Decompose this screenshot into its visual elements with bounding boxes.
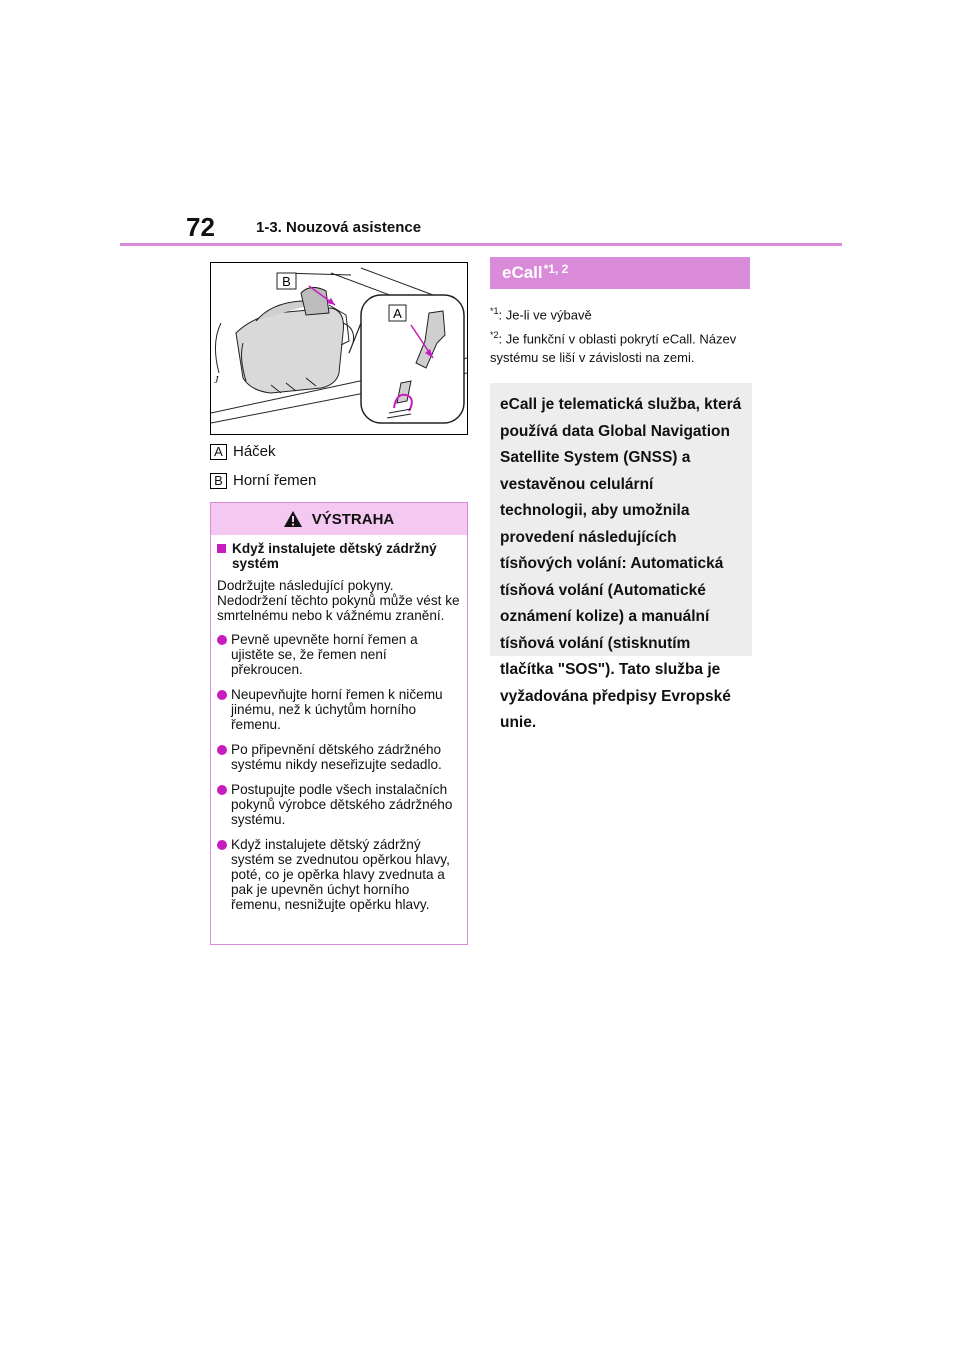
warning-title: VÝSTRAHA [311, 510, 395, 528]
warning-triangle-icon [284, 511, 302, 527]
footnote-1: $^{*1}$: Je-li ve výbavě [490, 306, 592, 323]
bullet-dot-icon [217, 840, 227, 850]
ecall-heading [490, 257, 750, 289]
warning-header [211, 503, 467, 535]
bullet-dot-icon [217, 785, 227, 795]
legend-label-a: Háček [233, 443, 276, 460]
header-divider [120, 243, 842, 246]
child-seat-tether-drawing [211, 263, 467, 434]
bullet-dot-icon [217, 690, 227, 700]
page-number: 72 [186, 212, 215, 242]
section-title: 1-3. Nouzová asistence [256, 219, 422, 236]
warning-bullet: Postupujte podle všech instalačních pokynů výrobce dětského zádržného systému. [217, 782, 461, 827]
callout-b-label: B [282, 274, 291, 289]
warning-subheading: Když instalujete dětský zádržný systém [217, 541, 461, 571]
square-bullet-icon [217, 544, 226, 553]
bullet-dot-icon [217, 635, 227, 645]
legend-key-a: A [210, 444, 227, 460]
warning-bullet: Neupevňujte horní řemen k ničemu jinému, než k úchytům horního řemenu. [217, 687, 461, 732]
legend-item-a [210, 443, 276, 460]
footnote-2: $^{*2}$: Je funkční v oblasti pokrytí eCall. Název systému se liší v závislosti na zemi. [490, 330, 737, 366]
ecall-title-footnote-mark: *1, 2 [543, 262, 569, 276]
warning-bullet: Po připevnění dětského zádržného systému nikdy neseřizujte sedadlo. [217, 742, 461, 772]
warning-intro: Dodržujte následující pokyny. Nedodržení těchto pokynů může vést ke smrtelnému nebo k vážnému zranění. [217, 578, 460, 623]
warning-bullet: Když instalujete dětský zádržný systém se zvednutou opěrkou hlavy, poté, co je opěrka hlavy zvednuta a pak je upevněn úchyt horního řemenu, nesnižujte opěrku hlavy. [217, 837, 461, 912]
ecall-info-box: eCall je telematická služba, která používá data Global Navigation Satellite System (GNSS) a vestavěnou celulární technologii, aby umožnila provedení následujících tísňových volání: Automatická tísňová volání (Automatické oznámení kolize) a manuální tísňová volání (stisknutím tlačítka "SOS"). Tato služba je vyžadována předpisy Evropské unie. [490, 383, 752, 656]
figure-corner-mark: J [214, 375, 219, 386]
legend-key-b: B [210, 473, 227, 489]
legend-item-b [210, 472, 316, 489]
legend-label-b: Horní řemen [233, 472, 317, 489]
warning-box [210, 502, 468, 945]
warning-bullet: Pevně upevněte horní řemen a ujistěte se, že řemen není překroucen. [217, 632, 461, 677]
callout-a-label: A [393, 306, 402, 321]
child-seat-illustration [210, 262, 468, 435]
bullet-dot-icon [217, 745, 227, 755]
ecall-title: eCall [502, 263, 543, 282]
